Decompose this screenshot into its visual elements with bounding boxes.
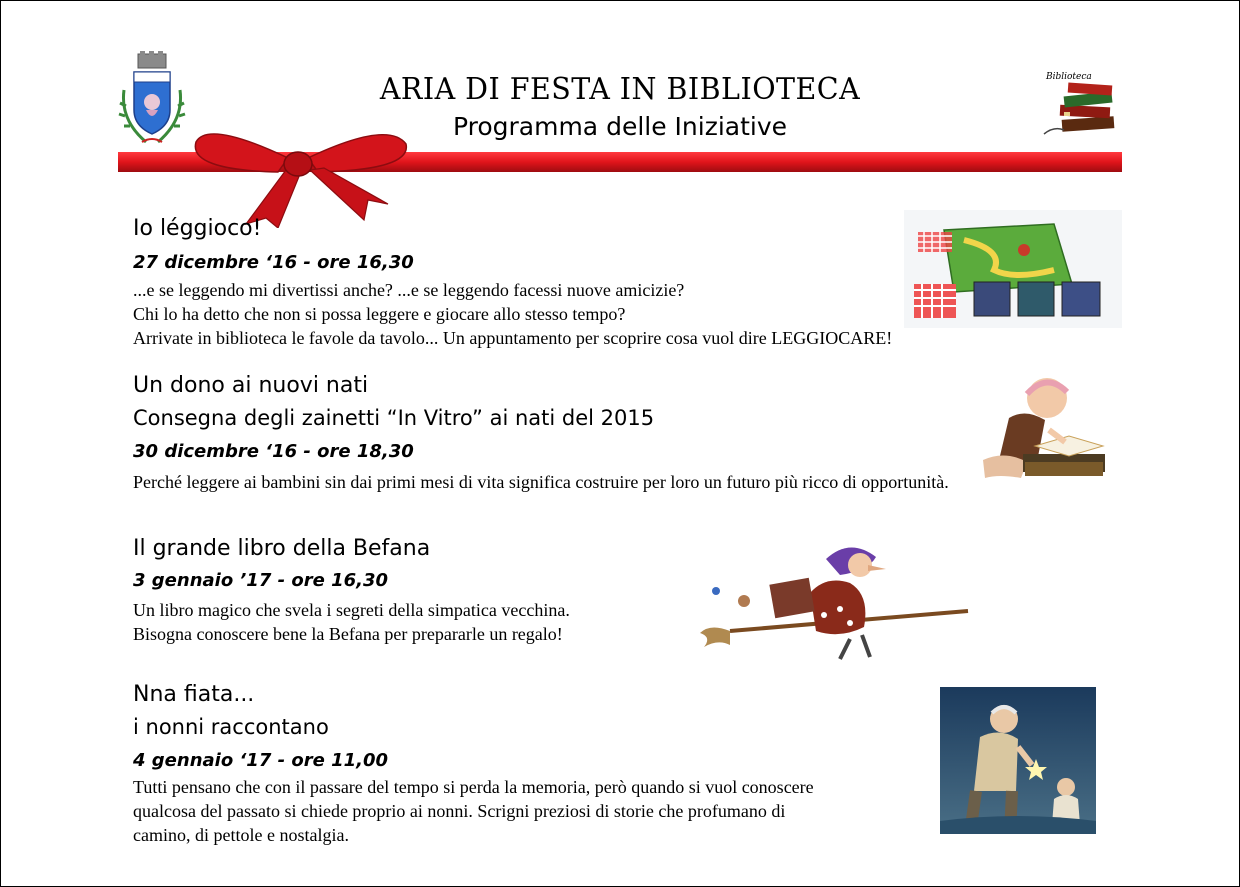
event-description xyxy=(133,470,949,494)
event-description xyxy=(133,278,892,350)
event-description xyxy=(133,775,814,847)
description-line: Perché leggere ai bambini sin dai primi mesi di vita significa costruire per loro un futuro più ricco di opportunità. xyxy=(133,472,949,492)
event-date: 4 gennaio ‘17 - ore 11,00 xyxy=(133,750,389,771)
description-line: Chi lo ha detto che non si possa leggere e giocare allo stesso tempo? xyxy=(133,304,626,324)
description-line: camino, di pettole e nostalgia. xyxy=(133,825,349,845)
event-title: Nna fiata... xyxy=(133,682,255,707)
description-line: ...e se leggendo mi divertissi anche? ...e se leggendo facessi nuove amicizie? xyxy=(133,280,685,300)
event-subtitle: Consegna degli zainetti “In Vitro” ai nati del 2015 xyxy=(133,406,655,430)
board-game-illustration xyxy=(904,210,1122,328)
event-title: Un dono ai nuovi nati xyxy=(133,373,369,398)
page-title: ARIA DI FESTA IN BIBLIOTECA xyxy=(379,72,861,107)
event-subtitle: i nonni raccontano xyxy=(133,715,329,739)
description-line: Tutti pensano che con il passare del tempo si perda la memoria, però quando si vuol conoscere xyxy=(133,777,814,797)
event-title: Il grande libro della Befana xyxy=(133,536,431,561)
description-line: Un libro magico che svela i segreti della simpatica vecchina. xyxy=(133,600,570,620)
page-subtitle: Programma delle Iniziative xyxy=(452,112,788,141)
description-line: Bisogna conoscere bene la Befana per prepararle un regalo! xyxy=(133,624,563,644)
baby-reading-illustration xyxy=(975,370,1110,505)
description-line: Arrivate in biblioteca le favole da tavolo... Un appuntamento per scoprire cosa vuol dire LEGGIOCARE! xyxy=(133,328,893,348)
library-logo-label: Biblioteca xyxy=(1046,72,1092,82)
description-line: qualcosa del passato si chiede proprio ai nonni. Scrigni preziosi di storie che profumano di xyxy=(133,801,786,821)
event-date: 30 dicembre ‘16 - ore 18,30 xyxy=(133,441,414,462)
event-title: Io léggioco! xyxy=(133,216,262,241)
event-date: 3 gennaio ’17 - ore 16,30 xyxy=(133,570,389,591)
event-description xyxy=(133,598,570,646)
befana-witch-illustration xyxy=(700,535,972,667)
event-date: 27 dicembre ‘16 - ore 16,30 xyxy=(133,252,414,273)
grandfather-child-illustration xyxy=(940,687,1096,834)
